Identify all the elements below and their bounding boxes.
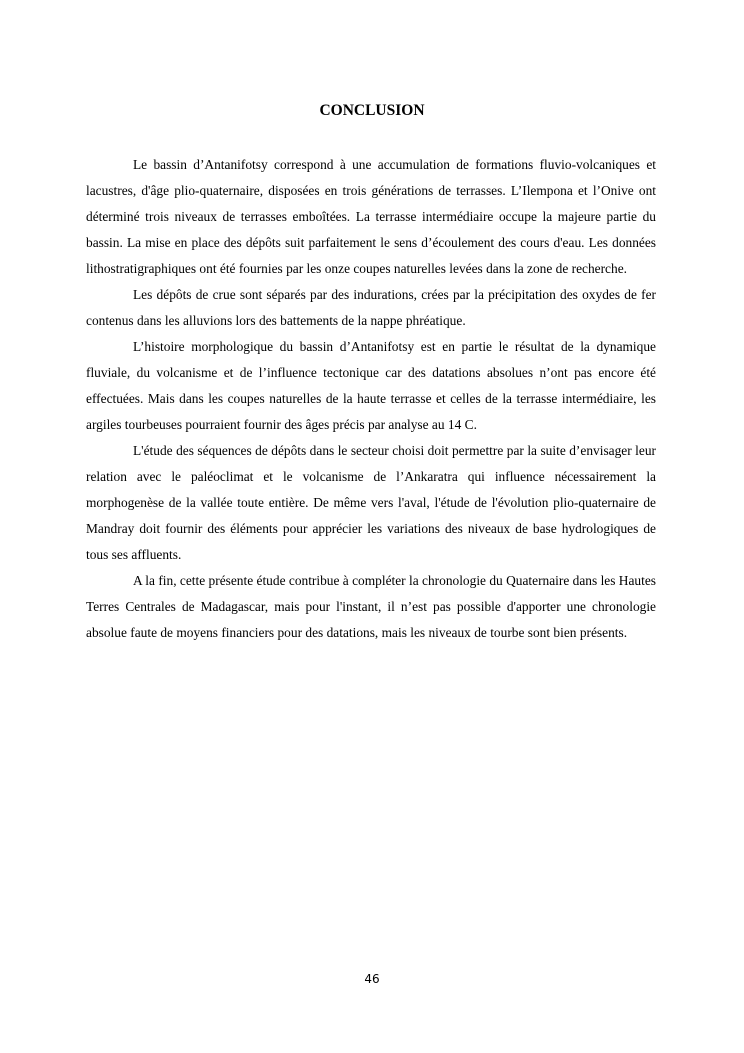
paragraph-3: L’histoire morphologique du bassin d’Antanifotsy est en partie le résultat de la dynamique fluviale, du volcanisme et de l’influence tectonique car des datations absolues n’ont pas encore été effectuées. Mais dans les coupes naturelles de la haute terrasse et celles de la terrasse intermédiaire, les argiles tourbeuses pourraient fournir des âges précis par analyse au 14 C. — [86, 339, 656, 432]
paragraph-1: Le bassin d’Antanifotsy correspond à une accumulation de formations fluvio-volcaniques et lacustres, d'âge plio-quaternaire, disposées en trois générations de terrasses. L’Ilempona et l’Onive ont déterminé trois niveaux de terrasses emboîtées. La terrasse intermédiaire occupe la majeure partie du bassin. La mise en place des dépôts suit parfaitement le sens d’écoulement des cours d'eau. Les données lithostratigraphiques ont été fournies par les onze coupes naturelles levées dans la zone de recherche. — [86, 157, 656, 276]
conclusion-body — [86, 152, 656, 646]
page-number: 46 — [364, 972, 380, 986]
paragraph-4: L'étude des séquences de dépôts dans le secteur choisi doit permettre par la suite d’envisager leur relation avec le paléoclimat et le volcanisme de l’Ankaratra qui influence nécessairement la morphogenèse de la vallée toute entière. De même vers l'aval, l'étude de l'évolution plio-quaternaire de Mandray doit fournir des éléments pour apprécier les variations des niveaux de base hydrologiques de tous ses affluents. — [86, 443, 656, 562]
paragraph-5: A la fin, cette présente étude contribue à compléter la chronologie du Quaternaire dans les Hautes Terres Centrales de Madagascar, mais pour l'instant, il n’est pas possible d'apporter une chronologie absolue faute de moyens financiers pour des datations, mais les niveaux de tourbe sont bien présents. — [86, 573, 656, 640]
page-title: CONCLUSION — [319, 102, 425, 119]
paragraph-2: Les dépôts de crue sont séparés par des indurations, crées par la précipitation des oxydes de fer contenus dans les alluvions lors des battements de la nappe phréatique. — [86, 287, 656, 328]
